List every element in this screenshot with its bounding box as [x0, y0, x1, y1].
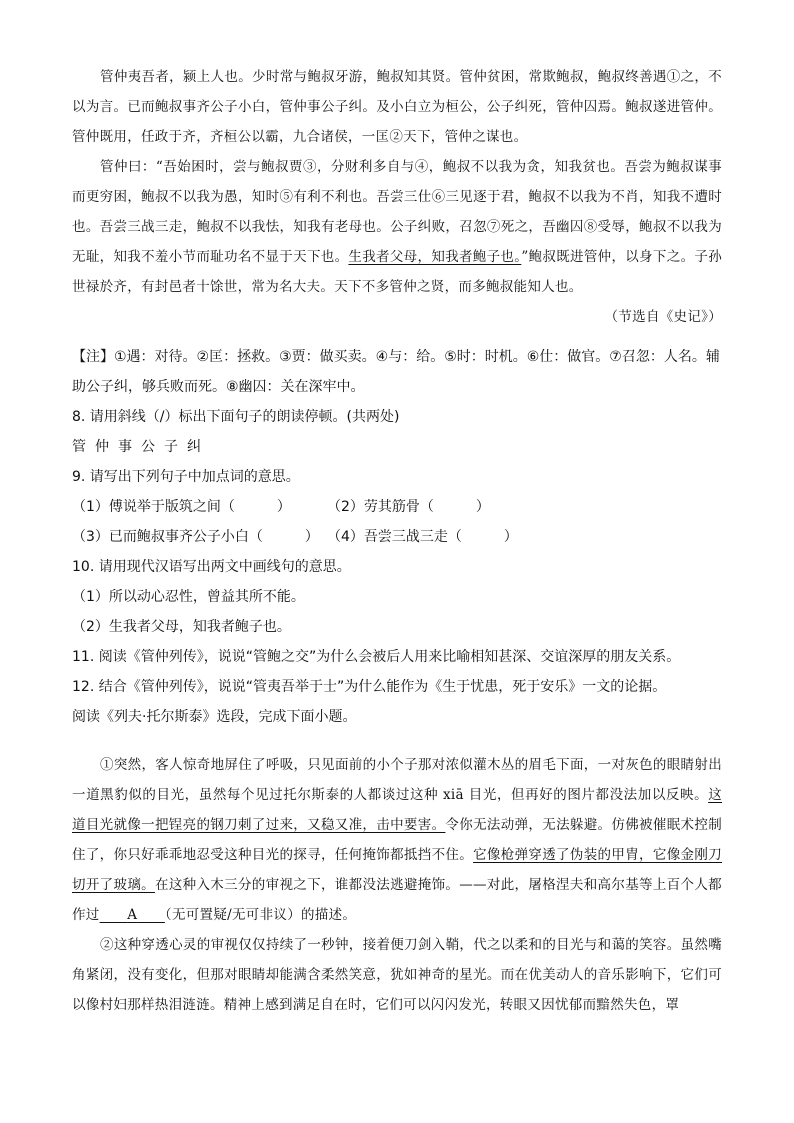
- reading-intro: 阅读《列夫·托尔斯泰》选段，完成下面小题。: [72, 709, 357, 725]
- question-9-item-3: （3）已而鲍叔事齐公子小白（ ）: [72, 529, 319, 545]
- underlined-sentence: 这道目光就像一把锃亮的钢刀刺了过来，又稳又准，击中要害。: [72, 787, 722, 833]
- paragraph-text: ”鲍叔既进管仲，以身下之。子孙世禄於齐，有封邑者十馀世，常为名大夫。天下不多管仲之贤，而多鲍叔能知人也。: [72, 249, 723, 295]
- blank-label: A: [127, 907, 138, 923]
- question-9-item-4: （4）吾尝三战三走（ ）: [327, 529, 518, 545]
- question-8: 8. 请用斜线（/）标出下面句子的朗读停顿。(共两处): [72, 409, 400, 425]
- passage-guanzhong: [72, 62, 722, 332]
- pause-sentence: 管仲事公子纠: [72, 439, 210, 455]
- question-9-row-1: [72, 492, 722, 522]
- answer-blank-a: [100, 907, 165, 923]
- question-9-row-2: [72, 522, 722, 552]
- question-9-item-1: （1）傅说举于版筑之间（ ）: [72, 499, 291, 515]
- paragraph-text: 在这种入木三分的审视之下，谁都没法逃避掩饰。——对此，屠格涅夫和高尔基等上百个人都作过: [72, 877, 722, 923]
- passage-paragraph-1: 管仲夷吾者，颍上人也。少时常与鲍叔牙游，鲍叔知其贤。管仲贫困，常欺鲍叔，鲍叔终善遇①之，不以为言。已而鲍叔事齐公子小白，管仲事公子纠。及小白立为桓公，公子纠死，管仲囚焉。鲍叔遂进管仲。管仲既用，任政于齐，齐桓公以霸，九合诸侯，一匡②天下，管仲之谋也。: [72, 69, 722, 145]
- question-10: 10. 请用现代汉语写出两文中画线句的意思。: [72, 559, 351, 575]
- annotation-notes: 【注】①遇：对待。②匡：拯救。③贾：做买卖。④与：给。⑤时：时机。⑥仕：做官。⑦召忽：人名。辅助公子纠，够兵败而死。⑧幽囚：关在深牢中。: [72, 349, 720, 395]
- passage-paragraph-2: [72, 152, 722, 302]
- paragraph-text: 管仲曰：“吾始困时，尝与鲍叔贾③，分财利多自与④，鲍叔不以我为贪，知我贫也。吾尝为鲍叔谋事而更穷困，鲍叔不以我为愚，知时⑤有利不利也。吾尝三仕⑥三见逐于君，鲍叔不以我为不肖，知我不遭时也。吾尝三战三走，鲍叔不以我怯，知我有老母也。公子纠败，召忽⑦死之，吾幽囚⑧受辱，鲍叔不以我为无耻，知我不羞小节而耻功名不显于天下也。: [72, 159, 722, 265]
- question-9: 9. 请写出下列句子中加点词的意思。: [72, 469, 300, 485]
- passage-tolstoy: [72, 750, 722, 1020]
- notes-and-questions: [72, 342, 722, 732]
- passage-paragraph-2: ②这种穿透心灵的审视仅仅持续了一秒钟，接着便刀剑入鞘，代之以柔和的目光与和蔼的笑容。虽然嘴角紧闭，没有变化，但那对眼睛却能满含柔然笑意，犹如神奇的星光。而在优美动人的音乐影响下，它们可以像村妇那样热泪涟涟。精神上感到满足自在时，它们可以闪闪发光，转眼又因忧郁而黯然失色，罩: [72, 937, 722, 1013]
- paragraph-text: 令你无法动弹，无法躲避。仿佛被催眠术控制住了，你只好乖乖地忍受这种目光的探寻，任何掩饰都抵挡不住。: [72, 817, 722, 863]
- passage-paragraph-1: [72, 750, 722, 930]
- question-9-item-2: （2）劳其筋骨（ ）: [327, 499, 490, 515]
- underlined-sentence: 生我者父母，知我者鲍子也。: [348, 249, 522, 265]
- underlined-sentence: 它像枪弹穿透了伪装的甲胄，它像金刚刀切开了玻璃。: [72, 847, 722, 893]
- paragraph-text: ①突然，客人惊奇地屏住了呼吸，只见面前的小个子那对浓似灌木丛的眉毛下面，一对灰色的眼睛射出一道黑豹似的目光，虽然每个见过托尔斯泰的人都谈过这种 xiā 目光，但再好的图片都没法加以反映。: [72, 757, 722, 803]
- question-12: 12. 结合《管仲列传》，说说“管夷吾举于士”为什么能作为《生于忧患，死于安乐》一文的论据。: [72, 679, 667, 695]
- question-11: 11. 阅读《管仲列传》，说说“管鲍之交”为什么会被后人用来比喻相知甚深、交谊深厚的朋友关系。: [72, 649, 681, 665]
- source-citation: （节选自《史记》）: [604, 309, 722, 325]
- paragraph-text: （无可置疑/无可非议）的描述。: [164, 907, 357, 923]
- question-10-item-2: （2）生我者父母，知我者鲍子也。: [72, 619, 291, 635]
- question-10-item-1: （1）所以动心忍性，曾益其所不能。: [72, 589, 305, 605]
